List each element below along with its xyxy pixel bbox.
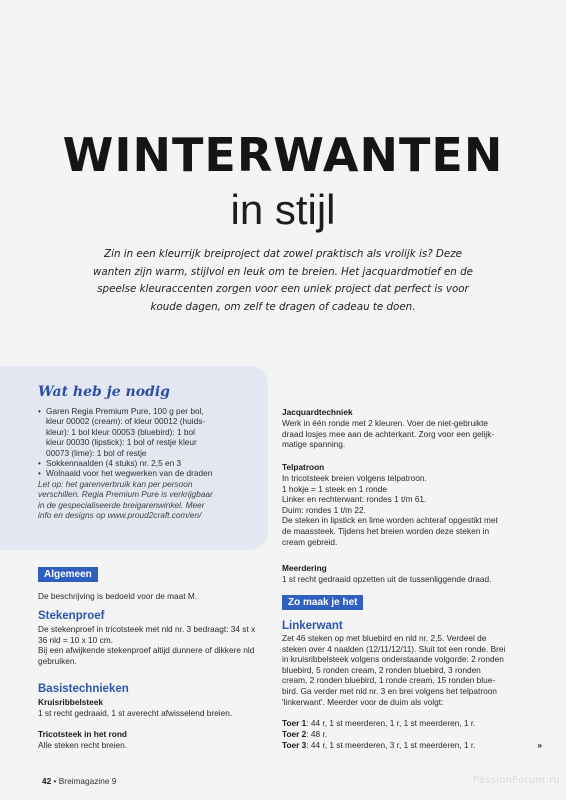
linkerwant-text: Zet 46 steken op met bluebird en nld nr. 2,5. Verdeel de steken over 4 naalden (12/11/12/11). Sluit tot een ronde. Brei in kruisribbelsteek volgens onderstaande volgorde: 2 ronden bluebird, 5 ronden cream, 2 ronden bluebird, 3 ronden cream, 2 ronden bluebird, 1 ronde cream, 15 ronden blue- bird. Ga verder met nld nr. 3 en brei volgens het telpatroon 'linkerwant'. Meerder voor de duim als volgt: [282, 633, 506, 707]
jacquard-heading: Jacquardtechniek [282, 407, 353, 417]
section-tag-zo-maak-je-het: Zo maak je het [282, 595, 363, 610]
intro-line: speelse kleuraccenten zorgen voor een uniek project dat perfect is voor [97, 283, 469, 295]
tricotsteek-text: Alle steken recht breien. [38, 740, 128, 750]
round-row: Toer 1: 44 r, 1 st meerderen, 1 r, 1 st meerderen, 1 r. [282, 718, 476, 728]
kruisribbelsteek-heading: Kruisribbelsteek [38, 697, 104, 707]
continue-arrow-icon: » [537, 740, 542, 750]
intro-line: koude dagen, om zelf te dragen of cadeau te doen. [150, 300, 416, 313]
page-number: 42 [42, 776, 52, 786]
footer-bullet: • [53, 776, 57, 786]
round-row: Toer 2: 48 r. [282, 729, 328, 739]
page-title: WINTERWANTEN [62, 128, 504, 182]
basistechnieken-heading: Basistechnieken [38, 683, 129, 695]
rounds-list [282, 718, 542, 751]
intro-paragraph [88, 246, 478, 316]
intro-line: wanten zijn warm, stijlvol en leuk om te breien. Het jacquardmotief en de [93, 265, 473, 278]
telpatroon-text: In tricotsteek breien volgens telpatroon. 1 hokje = 1 steek en 1 ronde Linker en rechterwant: rondes 1 t/m 61. Duim: rondes 1 t/m 22. De steken in lipstick en lime worden achteraf opgestikt met de maassteek. Tijdens het breien worden deze steken in cream gebreid. [282, 473, 498, 547]
page-footer [42, 776, 116, 786]
materials-list [38, 406, 268, 520]
materials-item: • Sokkennaalden (4 stuks) nr. 2,5 en 3 [38, 458, 182, 469]
materials-note: Let op: het garenverbruik kan per persoon verschillen. Regia Premium Pure is verkrijgbaar in de gespecialiseerde breigarenwinkel. Meer info en designs op www.proud2craft.com/en/ [38, 478, 213, 521]
jacquard-text: Werk in één ronde met 2 kleuren. Voer de niet-gebruikte draad losjes mee aan de achterkant. Zorg voor een gelijk- matige spanning. [282, 418, 495, 450]
intro-line: Zin in een kleurrijk breiproject dat zowel praktisch als vrolijk is? Deze [104, 248, 462, 260]
kruisribbelsteek-text: 1 st recht gedraaid, 1 st averecht afwisselend breien. [38, 708, 233, 718]
stekenproef-heading: Stekenproef [38, 610, 105, 622]
linkerwant-heading: Linkerwant [282, 620, 343, 632]
page-subtitle: in stijl [230, 186, 336, 233]
meerdering-text: 1 st recht gedraaid opzetten uit de tussenliggende draad. [282, 574, 492, 584]
magazine-name: Breimagazine 9 [58, 776, 117, 786]
materials-item: • Garen Regia Premium Pure, 100 g per bol, kleur 00002 (cream): of kleur 00012 (huids- kleur): 1 bol kleur 00053 (bluebird): 1 bol kleur 00030 (lipstick): 1 bol of restje kleur 00073 (lime): 1 bol of restje [38, 406, 206, 458]
tricotsteek-heading: Tricotsteek in het rond [38, 729, 127, 739]
watermark: PassionForum.ru [472, 775, 560, 786]
algemeen-text: De beschrijving is bedoeld voor de maat M. [38, 591, 198, 601]
round-row: Toer 3: 44 r, 1 st meerderen, 3 r, 1 st meerderen, 1 r. » [282, 740, 542, 750]
stekenproef-text: De stekenproef in tricotsteek met nld nr. 3 bedraagt: 34 st x 36 nld = 10 x 10 cm. Bij een afwijkende stekenproef altijd dunnere of dikkere nld gebruiken. [38, 624, 256, 666]
materials-item: • Wolnaald voor het wegwerken van de draden [38, 468, 213, 479]
telpatroon-heading: Telpatroon [282, 462, 325, 472]
meerdering-heading: Meerdering [282, 563, 327, 573]
section-tag-algemeen: Algemeen [38, 567, 98, 582]
materials-heading: Wat heb je nodig [38, 384, 170, 400]
